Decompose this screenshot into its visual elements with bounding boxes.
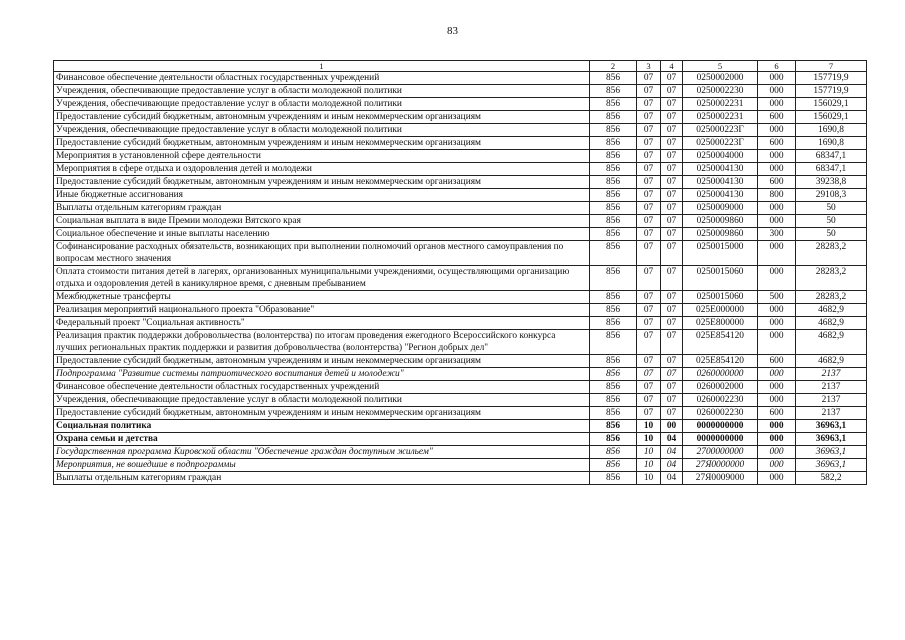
expense-type-cell: 600 xyxy=(758,355,796,368)
table-row xyxy=(54,241,867,266)
row-name-cell: Финансовое обеспечение деятельности областных государственных учреждений xyxy=(54,381,590,394)
table-row xyxy=(54,111,867,124)
admin-code-cell: 856 xyxy=(590,163,637,176)
target-article-cell: 025E800000 xyxy=(683,317,758,330)
expense-type-cell: 000 xyxy=(758,266,796,291)
subsection-cell: 07 xyxy=(661,241,683,266)
admin-code-cell: 856 xyxy=(590,459,637,472)
expense-type-cell: 600 xyxy=(758,407,796,420)
amount-cell: 1690,8 xyxy=(796,137,867,150)
amount-cell: 4682,9 xyxy=(796,304,867,317)
expense-type-cell: 000 xyxy=(758,459,796,472)
expense-type-cell: 000 xyxy=(758,85,796,98)
amount-cell: 4682,9 xyxy=(796,355,867,368)
table-row xyxy=(54,472,867,485)
row-name-cell: Охрана семьи и детства xyxy=(54,433,590,446)
row-name-cell: Подпрограмма "Развитие системы патриотического воспитания детей и молодежи" xyxy=(54,368,590,381)
section-cell: 10 xyxy=(637,472,661,485)
expense-type-cell: 000 xyxy=(758,163,796,176)
section-cell: 07 xyxy=(637,202,661,215)
expense-type-cell: 000 xyxy=(758,124,796,137)
amount-cell: 36963,1 xyxy=(796,433,867,446)
table-row xyxy=(54,228,867,241)
amount-cell: 36963,1 xyxy=(796,420,867,433)
section-cell: 07 xyxy=(637,407,661,420)
target-article-cell: 27Я0000000 xyxy=(683,459,758,472)
row-name-cell: Мероприятия, не вошедшие в подпрограммы xyxy=(54,459,590,472)
row-name-cell: Учреждения, обеспечивающие предоставление услуг в области молодежной политики xyxy=(54,85,590,98)
target-article-cell: 025000223Г xyxy=(683,137,758,150)
expense-type-cell: 600 xyxy=(758,176,796,189)
target-article-cell: 0250002230 xyxy=(683,85,758,98)
admin-code-cell: 856 xyxy=(590,111,637,124)
target-article-cell: 0260000000 xyxy=(683,368,758,381)
amount-cell: 36963,1 xyxy=(796,446,867,459)
subsection-cell: 07 xyxy=(661,215,683,228)
admin-code-cell: 856 xyxy=(590,266,637,291)
table-row xyxy=(54,98,867,111)
admin-code-cell: 856 xyxy=(590,433,637,446)
table-row xyxy=(54,85,867,98)
row-name-cell: Учреждения, обеспечивающие предоставление услуг в области молодежной политики xyxy=(54,124,590,137)
amount-cell: 156029,1 xyxy=(796,111,867,124)
target-article-cell: 0250002000 xyxy=(683,72,758,85)
admin-code-cell: 856 xyxy=(590,202,637,215)
target-article-cell: 025E854120 xyxy=(683,355,758,368)
subsection-cell: 04 xyxy=(661,472,683,485)
amount-cell: 28283,2 xyxy=(796,291,867,304)
section-cell: 07 xyxy=(637,124,661,137)
amount-cell: 29108,3 xyxy=(796,189,867,202)
section-cell: 07 xyxy=(637,176,661,189)
subsection-cell: 07 xyxy=(661,266,683,291)
subsection-cell: 07 xyxy=(661,407,683,420)
table-row xyxy=(54,446,867,459)
table-row xyxy=(54,150,867,163)
expense-type-cell: 000 xyxy=(758,420,796,433)
admin-code-cell: 856 xyxy=(590,420,637,433)
target-article-cell: 0250004130 xyxy=(683,189,758,202)
expense-type-cell: 000 xyxy=(758,72,796,85)
target-article-cell: 025000223Г xyxy=(683,124,758,137)
amount-cell: 582,2 xyxy=(796,472,867,485)
row-name-cell: Учреждения, обеспечивающие предоставление услуг в области молодежной политики xyxy=(54,394,590,407)
subsection-cell: 07 xyxy=(661,304,683,317)
admin-code-cell: 856 xyxy=(590,472,637,485)
admin-code-cell: 856 xyxy=(590,368,637,381)
section-cell: 07 xyxy=(637,355,661,368)
section-cell: 07 xyxy=(637,215,661,228)
amount-cell: 68347,1 xyxy=(796,150,867,163)
admin-code-cell: 856 xyxy=(590,355,637,368)
admin-code-cell: 856 xyxy=(590,304,637,317)
subsection-cell: 07 xyxy=(661,355,683,368)
table-row xyxy=(54,163,867,176)
section-cell: 07 xyxy=(637,137,661,150)
admin-code-cell: 856 xyxy=(590,317,637,330)
admin-code-cell: 856 xyxy=(590,291,637,304)
target-article-cell: 025E000000 xyxy=(683,304,758,317)
target-article-cell: 0250015060 xyxy=(683,266,758,291)
subsection-cell: 07 xyxy=(661,317,683,330)
header-cell: 3 xyxy=(637,61,661,72)
row-name-cell: Государственная программа Кировской области "Обеспечение граждан доступным жильем" xyxy=(54,446,590,459)
amount-cell: 28283,2 xyxy=(796,241,867,266)
section-cell: 10 xyxy=(637,446,661,459)
row-name-cell: Иные бюджетные ассигнования xyxy=(54,189,590,202)
expense-type-cell: 600 xyxy=(758,137,796,150)
section-cell: 07 xyxy=(637,98,661,111)
header-cell: 7 xyxy=(796,61,867,72)
section-cell: 07 xyxy=(637,72,661,85)
table-row xyxy=(54,291,867,304)
subsection-cell: 07 xyxy=(661,150,683,163)
table-row xyxy=(54,215,867,228)
row-name-cell: Социальная политика xyxy=(54,420,590,433)
expense-type-cell: 000 xyxy=(758,215,796,228)
subsection-cell: 07 xyxy=(661,394,683,407)
amount-cell: 156029,1 xyxy=(796,98,867,111)
amount-cell: 4682,9 xyxy=(796,317,867,330)
admin-code-cell: 856 xyxy=(590,241,637,266)
section-cell: 07 xyxy=(637,368,661,381)
admin-code-cell: 856 xyxy=(590,124,637,137)
column-number-row xyxy=(54,61,867,72)
section-cell: 07 xyxy=(637,150,661,163)
table-row xyxy=(54,176,867,189)
amount-cell: 39238,8 xyxy=(796,176,867,189)
target-article-cell: 0250004130 xyxy=(683,176,758,189)
admin-code-cell: 856 xyxy=(590,72,637,85)
section-cell: 07 xyxy=(637,381,661,394)
subsection-cell: 07 xyxy=(661,137,683,150)
expense-type-cell: 600 xyxy=(758,111,796,124)
row-name-cell: Софинансирование расходных обязательств, возникающих при выполнении полномочий органов местного самоуправления по вопросам местного значения xyxy=(54,241,590,266)
target-article-cell: 2700000000 xyxy=(683,446,758,459)
admin-code-cell: 856 xyxy=(590,85,637,98)
target-article-cell: 0260002000 xyxy=(683,381,758,394)
table-row xyxy=(54,137,867,150)
subsection-cell: 04 xyxy=(661,446,683,459)
section-cell: 10 xyxy=(637,420,661,433)
amount-cell: 50 xyxy=(796,215,867,228)
table-row xyxy=(54,368,867,381)
row-name-cell: Реализация практик поддержки добровольчества (волонтерства) по итогам проведения ежегодного Всероссийского конкурса лучших региональных практик поддержки и развития добровольчества (волонтерства) "Регион добрых дел" xyxy=(54,330,590,355)
subsection-cell: 07 xyxy=(661,381,683,394)
admin-code-cell: 856 xyxy=(590,189,637,202)
header-cell: 6 xyxy=(758,61,796,72)
row-name-cell: Выплаты отдельным категориям граждан xyxy=(54,472,590,485)
section-cell: 10 xyxy=(637,459,661,472)
expense-type-cell: 000 xyxy=(758,472,796,485)
table-row xyxy=(54,355,867,368)
subsection-cell: 04 xyxy=(661,459,683,472)
subsection-cell: 04 xyxy=(661,433,683,446)
header-cell: 2 xyxy=(590,61,637,72)
expense-type-cell: 000 xyxy=(758,330,796,355)
target-article-cell: 0000000000 xyxy=(683,420,758,433)
subsection-cell: 07 xyxy=(661,189,683,202)
row-name-cell: Реализация мероприятий национального проекта "Образование" xyxy=(54,304,590,317)
expense-type-cell: 000 xyxy=(758,368,796,381)
admin-code-cell: 856 xyxy=(590,394,637,407)
expense-type-cell: 000 xyxy=(758,446,796,459)
table-row xyxy=(54,433,867,446)
table-row xyxy=(54,304,867,317)
expense-type-cell: 000 xyxy=(758,98,796,111)
admin-code-cell: 856 xyxy=(590,446,637,459)
expense-type-cell: 000 xyxy=(758,317,796,330)
amount-cell: 2137 xyxy=(796,407,867,420)
amount-cell: 2137 xyxy=(796,394,867,407)
subsection-cell: 00 xyxy=(661,420,683,433)
target-article-cell: 025E854120 xyxy=(683,330,758,355)
row-name-cell: Финансовое обеспечение деятельности областных государственных учреждений xyxy=(54,72,590,85)
amount-cell: 4682,9 xyxy=(796,330,867,355)
subsection-cell: 07 xyxy=(661,202,683,215)
section-cell: 07 xyxy=(637,330,661,355)
subsection-cell: 07 xyxy=(661,228,683,241)
section-cell: 10 xyxy=(637,433,661,446)
subsection-cell: 07 xyxy=(661,291,683,304)
amount-cell: 157719,9 xyxy=(796,85,867,98)
subsection-cell: 07 xyxy=(661,72,683,85)
subsection-cell: 07 xyxy=(661,98,683,111)
target-article-cell: 0260002230 xyxy=(683,394,758,407)
expense-type-cell: 000 xyxy=(758,202,796,215)
target-article-cell: 27Я0009000 xyxy=(683,472,758,485)
amount-cell: 157719,9 xyxy=(796,72,867,85)
admin-code-cell: 856 xyxy=(590,98,637,111)
admin-code-cell: 856 xyxy=(590,215,637,228)
target-article-cell: 0250002231 xyxy=(683,111,758,124)
row-name-cell: Предоставление субсидий бюджетным, автономным учреждениям и иным некоммерческим организациям xyxy=(54,355,590,368)
budget-table xyxy=(53,60,867,485)
table-row xyxy=(54,189,867,202)
expense-type-cell: 000 xyxy=(758,381,796,394)
expense-type-cell: 300 xyxy=(758,228,796,241)
subsection-cell: 07 xyxy=(661,111,683,124)
expense-type-cell: 000 xyxy=(758,241,796,266)
row-name-cell: Учреждения, обеспечивающие предоставление услуг в области молодежной политики xyxy=(54,98,590,111)
section-cell: 07 xyxy=(637,317,661,330)
target-article-cell: 0250009860 xyxy=(683,228,758,241)
subsection-cell: 07 xyxy=(661,176,683,189)
admin-code-cell: 856 xyxy=(590,137,637,150)
section-cell: 07 xyxy=(637,85,661,98)
admin-code-cell: 856 xyxy=(590,150,637,163)
table-row xyxy=(54,330,867,355)
table-row xyxy=(54,381,867,394)
section-cell: 07 xyxy=(637,163,661,176)
subsection-cell: 07 xyxy=(661,330,683,355)
amount-cell: 36963,1 xyxy=(796,459,867,472)
row-name-cell: Социальная выплата в виде Премии молодежи Вятского края xyxy=(54,215,590,228)
row-name-cell: Федеральный проект "Социальная активность" xyxy=(54,317,590,330)
admin-code-cell: 856 xyxy=(590,330,637,355)
row-name-cell: Оплата стоимости питания детей в лагерях, организованных муниципальными учреждениями, осуществляющими организацию отдыха и оздоровления детей в каникулярное время, с дневным пребыванием xyxy=(54,266,590,291)
row-name-cell: Мероприятия в установленной сфере деятельности xyxy=(54,150,590,163)
row-name-cell: Межбюджетные трансферты xyxy=(54,291,590,304)
amount-cell: 68347,1 xyxy=(796,163,867,176)
header-cell: 5 xyxy=(683,61,758,72)
expense-type-cell: 000 xyxy=(758,304,796,317)
table-row xyxy=(54,202,867,215)
subsection-cell: 07 xyxy=(661,124,683,137)
target-article-cell: 0000000000 xyxy=(683,433,758,446)
table-row xyxy=(54,72,867,85)
expense-type-cell: 000 xyxy=(758,394,796,407)
page-number: 83 xyxy=(447,25,458,37)
table-row xyxy=(54,124,867,137)
table-row xyxy=(54,459,867,472)
row-name-cell: Социальное обеспечение и иные выплаты населению xyxy=(54,228,590,241)
subsection-cell: 07 xyxy=(661,163,683,176)
table-row xyxy=(54,394,867,407)
section-cell: 07 xyxy=(637,304,661,317)
target-article-cell: 0250002231 xyxy=(683,98,758,111)
admin-code-cell: 856 xyxy=(590,176,637,189)
row-name-cell: Предоставление субсидий бюджетным, автономным учреждениям и иным некоммерческим организациям xyxy=(54,111,590,124)
amount-cell: 1690,8 xyxy=(796,124,867,137)
row-name-cell: Выплаты отдельным категориям граждан xyxy=(54,202,590,215)
table-row xyxy=(54,266,867,291)
table-row xyxy=(54,407,867,420)
section-cell: 07 xyxy=(637,228,661,241)
target-article-cell: 0250015000 xyxy=(683,241,758,266)
row-name-cell: Предоставление субсидий бюджетным, автономным учреждениям и иным некоммерческим организациям xyxy=(54,137,590,150)
expense-type-cell: 500 xyxy=(758,291,796,304)
table-row xyxy=(54,420,867,433)
row-name-cell: Предоставление субсидий бюджетным, автономным учреждениям и иным некоммерческим организациям xyxy=(54,407,590,420)
section-cell: 07 xyxy=(637,291,661,304)
table-row xyxy=(54,317,867,330)
expense-type-cell: 800 xyxy=(758,189,796,202)
admin-code-cell: 856 xyxy=(590,381,637,394)
section-cell: 07 xyxy=(637,266,661,291)
section-cell: 07 xyxy=(637,241,661,266)
target-article-cell: 0250004000 xyxy=(683,150,758,163)
admin-code-cell: 856 xyxy=(590,228,637,241)
target-article-cell: 0250004130 xyxy=(683,163,758,176)
admin-code-cell: 856 xyxy=(590,407,637,420)
section-cell: 07 xyxy=(637,111,661,124)
subsection-cell: 07 xyxy=(661,368,683,381)
target-article-cell: 0250015060 xyxy=(683,291,758,304)
amount-cell: 2137 xyxy=(796,368,867,381)
section-cell: 07 xyxy=(637,189,661,202)
row-name-cell: Предоставление субсидий бюджетным, автономным учреждениям и иным некоммерческим организациям xyxy=(54,176,590,189)
section-cell: 07 xyxy=(637,394,661,407)
amount-cell: 50 xyxy=(796,202,867,215)
target-article-cell: 0260002230 xyxy=(683,407,758,420)
header-cell: 4 xyxy=(661,61,683,72)
amount-cell: 50 xyxy=(796,228,867,241)
expense-type-cell: 000 xyxy=(758,433,796,446)
target-article-cell: 0250009000 xyxy=(683,202,758,215)
expense-type-cell: 000 xyxy=(758,150,796,163)
row-name-cell: Мероприятия в сфере отдыха и оздоровления детей и молодежи xyxy=(54,163,590,176)
header-cell: 1 xyxy=(54,61,590,72)
target-article-cell: 0250009860 xyxy=(683,215,758,228)
subsection-cell: 07 xyxy=(661,85,683,98)
amount-cell: 28283,2 xyxy=(796,266,867,291)
amount-cell: 2137 xyxy=(796,381,867,394)
